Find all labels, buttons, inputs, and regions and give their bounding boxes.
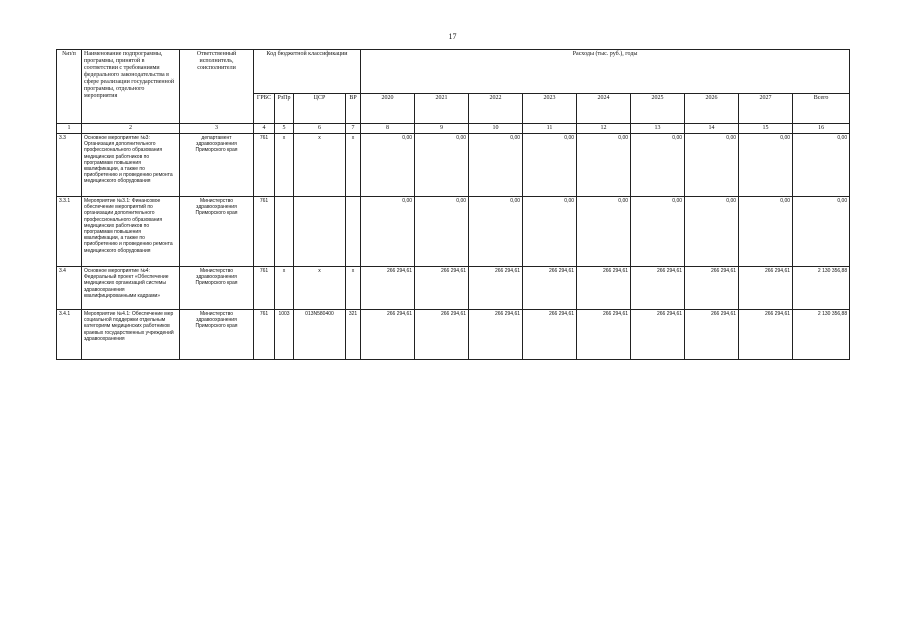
header-vr: ВР [346,94,361,124]
row-num: 3.4.1 [57,310,82,360]
column-number: 7 [346,124,361,134]
row-num: 3.4 [57,267,82,310]
row-total: 2 130 356,88 [793,267,850,310]
header-year: 2027 [739,94,793,124]
row-value: 266 294,61 [469,267,523,310]
row-total: 0,00 [793,197,850,267]
row-value: 0,00 [739,197,793,267]
budget-table [56,49,850,360]
row-value: 266 294,61 [739,310,793,360]
row-value: 0,00 [469,134,523,197]
row-name: Основное мероприятие №3: Организация дополнительного профессионального образования медицинских работников по программам повышения квалификации, а также по приобретению и проведению ремонта медицинского оборудования [82,134,180,197]
row-value: 266 294,61 [469,310,523,360]
row-value: 266 294,61 [577,310,631,360]
row-executor: департамент здравоохранения Приморского края [180,134,254,197]
row-value: 0,00 [415,134,469,197]
row-rzpr: х [275,267,294,310]
row-value: 0,00 [415,197,469,267]
header-expenses: Расходы (тыс. руб.), годы [361,50,850,94]
header-executor: Ответственный исполнитель, соисполнители [180,50,254,124]
row-csr: 013N580400 [294,310,346,360]
row-vr: 321 [346,310,361,360]
row-value: 266 294,61 [631,310,685,360]
column-number: 9 [415,124,469,134]
row-grbs: 761 [254,197,275,267]
column-number: 4 [254,124,275,134]
row-executor: Министерство здравоохранения Приморского края [180,267,254,310]
column-number: 8 [361,124,415,134]
row-rzpr: х [275,134,294,197]
row-total: 2 130 356,88 [793,310,850,360]
row-num: 3.3.1 [57,197,82,267]
header-name: Наименование подпрограммы, программы, принятой в соответствии с требованиями федерального законодательства в сфере реализации государственной программы, отдельного мероприятия [82,50,180,124]
row-value: 0,00 [523,134,577,197]
row-vr: х [346,134,361,197]
row-csr: х [294,134,346,197]
row-executor: Министерство здравоохранения Приморского края [180,197,254,267]
row-value: 266 294,61 [631,267,685,310]
row-value: 266 294,61 [685,267,739,310]
row-value: 0,00 [739,134,793,197]
row-value: 0,00 [631,197,685,267]
row-grbs: 761 [254,267,275,310]
row-value: 0,00 [361,197,415,267]
row-value: 0,00 [361,134,415,197]
column-number: 11 [523,124,577,134]
row-rzpr [275,197,294,267]
row-value: 266 294,61 [685,310,739,360]
header-grbs: ГРБС [254,94,275,124]
header-total: Всего [793,94,850,124]
row-value: 0,00 [469,197,523,267]
row-name: Основное мероприятие №4: Федеральный проект «Обеспечение медицинских организаций системы здравоохранения квалифицированными кадрами» [82,267,180,310]
row-vr [346,197,361,267]
header-year: 2021 [415,94,469,124]
row-value: 266 294,61 [523,310,577,360]
header-year: 2026 [685,94,739,124]
header-year: 2020 [361,94,415,124]
header-csr: ЦСР [294,94,346,124]
column-number: 15 [739,124,793,134]
column-number: 1 [57,124,82,134]
column-number: 10 [469,124,523,134]
row-value: 0,00 [577,197,631,267]
row-csr: х [294,267,346,310]
table-row [57,310,850,360]
column-number: 3 [180,124,254,134]
row-value: 266 294,61 [523,267,577,310]
row-value: 266 294,61 [739,267,793,310]
row-value: 0,00 [523,197,577,267]
row-value: 0,00 [685,197,739,267]
table-row [57,197,850,267]
header-year: 2025 [631,94,685,124]
column-number: 6 [294,124,346,134]
column-number: 12 [577,124,631,134]
column-number: 5 [275,124,294,134]
header-num: №п/п [57,50,82,124]
row-total: 0,00 [793,134,850,197]
page-number: 17 [448,32,457,41]
row-rzpr: 1003 [275,310,294,360]
row-num: 3.3 [57,134,82,197]
row-value: 266 294,61 [415,267,469,310]
row-vr: х [346,267,361,310]
table-row [57,267,850,310]
row-name: Мероприятие №3.1: Финансовое обеспечение мероприятий по организации дополнительного профессионального образования медицинских работников по программам повышения квалификации, а также по приобретению и проведению ремонта медицинского оборудования [82,197,180,267]
header-year: 2023 [523,94,577,124]
header-rzpr: РзПр [275,94,294,124]
row-name: Мероприятие №4.1: Обеспечение мер социальной поддержки отдельным категориям медицинских работников краевых государственных учреждений здравоохранения [82,310,180,360]
row-value: 266 294,61 [361,267,415,310]
row-executor: Министерство здравоохранения Приморского края [180,310,254,360]
row-value: 266 294,61 [415,310,469,360]
column-number: 2 [82,124,180,134]
row-grbs: 761 [254,134,275,197]
row-csr [294,197,346,267]
header-kbk: Код бюджетной классификации [254,50,361,94]
header-year: 2024 [577,94,631,124]
row-value: 266 294,61 [361,310,415,360]
row-value: 0,00 [631,134,685,197]
header-year: 2022 [469,94,523,124]
row-value: 266 294,61 [577,267,631,310]
column-number: 13 [631,124,685,134]
row-grbs: 761 [254,310,275,360]
column-number: 14 [685,124,739,134]
column-number: 16 [793,124,850,134]
row-value: 0,00 [577,134,631,197]
row-value: 0,00 [685,134,739,197]
table-row [57,134,850,197]
